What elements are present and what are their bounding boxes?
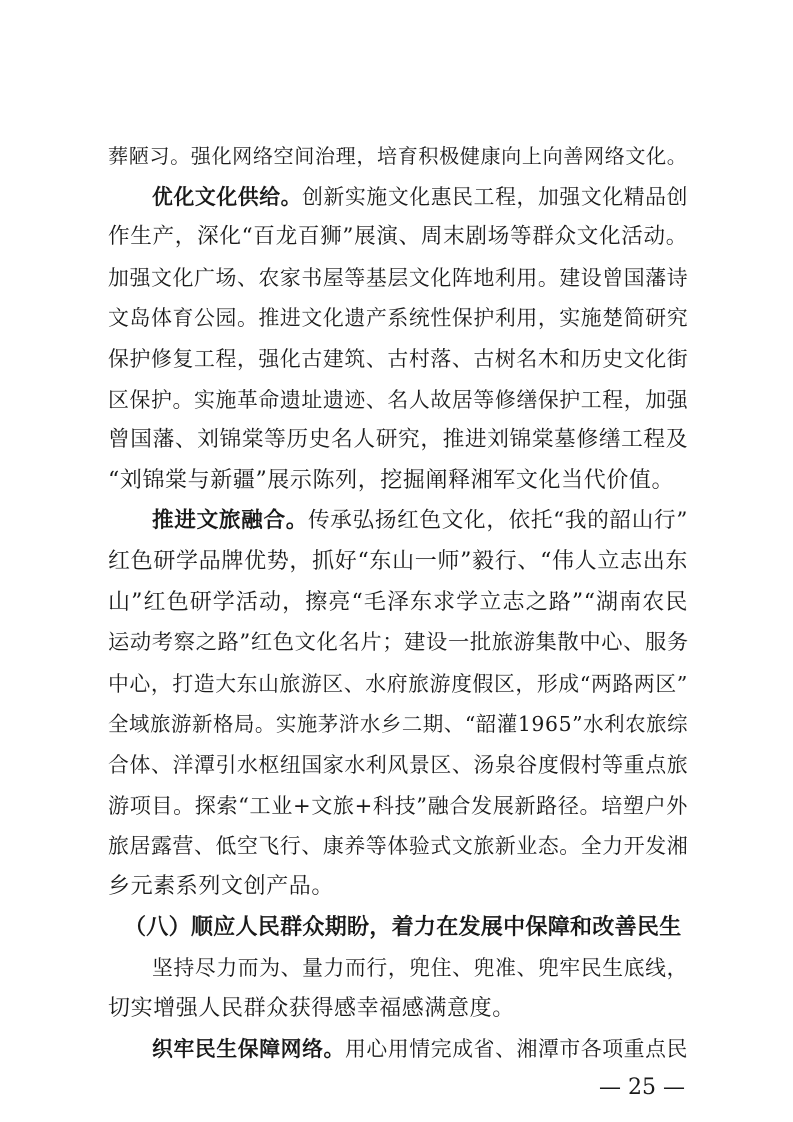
- paragraph-line: 坚持尽力而为、量力而行，兜住、兜准、兜牢民生底线，: [152, 956, 688, 980]
- paragraph-line: [152, 177, 688, 217]
- page-number: — 25 —: [599, 1075, 685, 1100]
- paragraph-line: [152, 501, 688, 541]
- paragraph-line: 合体、洋潭引水枢纽国家水利风景区、汤泉谷度假村等重点旅: [108, 753, 689, 777]
- paragraph-line: 旅居露营、低空飞行、康养等体验式文旅新业态。全力开发湘: [108, 834, 689, 858]
- paragraph-line: 保护修复工程，强化古建筑、古村落、古树名木和历史文化街: [108, 347, 689, 371]
- paragraph-lead: 推进文旅融合。: [152, 508, 309, 533]
- text-run: 传承弘扬红色文化，依托“我的韶山行”: [308, 508, 688, 533]
- paragraph-line: [152, 1029, 688, 1069]
- paragraph-line: 作生产，深化“百龙百狮”展演、周末剧场等群众文化活动。: [108, 224, 688, 249]
- paragraph-line: 区保护。实施革命遗址遗迹、名人故居等修缮保护工程，加强: [108, 388, 689, 412]
- paragraph-line: 山”红色研学活动，擦亮“毛泽东求学立志之路”“湖南农民: [108, 590, 688, 615]
- paragraph-line: 加强文化广场、农家书屋等基层文化阵地利用。建设曾国藩诗: [108, 266, 689, 290]
- paragraph-line: 运动考察之路”红色文化名片；建设一批旅游集散中心、服务: [108, 630, 689, 655]
- paragraph-line: 曾国藩、刘锦棠等历史名人研究，推进刘锦棠墓修缮工程及: [108, 427, 688, 452]
- paragraph-line: “刘锦棠与新疆”展示陈列，挖掘阐释湘军文化当代价值。: [108, 468, 675, 493]
- paragraph-line: 乡元素系列文创产品。: [108, 874, 335, 899]
- section-heading: （八）顺应人民群众期盼，着力在发展中保障和改善民生: [124, 914, 682, 940]
- paragraph-line: [108, 136, 688, 176]
- paragraph-lead: 织牢民生保障网络。: [152, 1037, 345, 1061]
- paragraph-line: 红色研学品牌优势，抓好“东山一师”毅行、“伟人立志出东: [108, 549, 688, 574]
- paragraph-line: 中心，打造大东山旅游区、水府旅游度假区，形成“两路两区”: [108, 672, 688, 696]
- paragraph-line: 文岛体育公园。推进文化遗产系统性保护利用，实施楚简研究: [108, 306, 689, 330]
- paragraph-line: 全域旅游新格局。实施茅浒水乡二期、“韶灌1965”水利农旅综: [108, 712, 689, 736]
- paragraph-lead: 优化文化供给。: [152, 185, 303, 209]
- paragraph-line: 游项目。探索“工业+文旅+科技”融合发展新路径。培塑户外: [108, 793, 688, 818]
- text-run: 葬陋习。强化网络空间治理，培育积极健康向上向善网络文化。: [108, 144, 688, 168]
- text-run: 创新实施文化惠民工程，加强文化精品创: [302, 185, 688, 209]
- text-run: 用心用情完成省、湘潭市各项重点民: [344, 1037, 688, 1061]
- paragraph-line: 切实增强人民群众获得感幸福感满意度。: [108, 996, 515, 1021]
